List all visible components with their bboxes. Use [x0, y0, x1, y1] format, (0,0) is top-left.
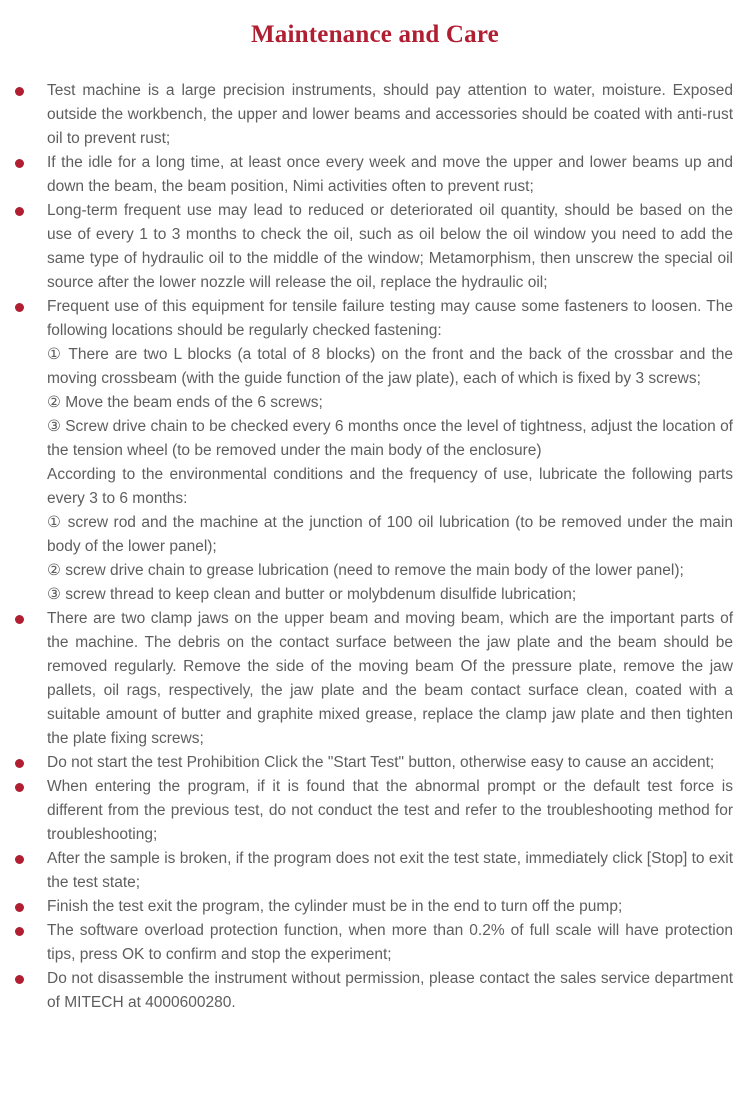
bullet-cell — [15, 967, 47, 984]
list-item-text — [47, 607, 733, 751]
bullet-icon — [15, 783, 24, 792]
list-item — [15, 751, 733, 775]
list-item-text — [47, 967, 733, 1015]
bullet-icon — [15, 927, 24, 936]
bullet-icon — [15, 207, 24, 216]
list-item-text — [47, 295, 733, 607]
bullet-cell — [15, 775, 47, 792]
maintenance-list — [0, 79, 750, 1015]
list-item — [15, 919, 733, 967]
list-item-text — [47, 751, 733, 775]
list-item — [15, 895, 733, 919]
page-title: Maintenance and Care — [251, 21, 499, 48]
paragraph: After the sample is broken, if the program does not exit the test state, immediately click [Stop] to exit the test state; — [47, 850, 733, 891]
list-item — [15, 79, 733, 151]
list-item-text — [47, 919, 733, 967]
paragraph: Test machine is a large precision instruments, should pay attention to water, moisture. Exposed outside the workbench, the upper and lower beams and accessories should be coated with anti-rust oil to prevent rust; — [47, 82, 733, 147]
bullet-cell — [15, 919, 47, 936]
list-item-text — [47, 775, 733, 847]
bullet-icon — [15, 303, 24, 312]
paragraph: The software overload protection function, when more than 0.2% of full scale will have protection tips, press OK to confirm and stop the experiment; — [47, 922, 733, 963]
list-item-text — [47, 151, 733, 199]
paragraph: There are two clamp jaws on the upper beam and moving beam, which are the important parts of the machine. The debris on the contact surface between the jaw plate and the beam should be removed regularly. Remove the side of the moving beam Of the pressure plate, remove the jaw pallets, oil rags, respectively, the jaw plate and the beam contact surface clean, coated with a suitable amount of butter and graphite mixed grease, replace the clamp jaw plate and then tighten the plate fixing screws; — [47, 610, 733, 747]
bullet-icon — [15, 87, 24, 96]
paragraph: Do not start the test Prohibition Click the "Start Test" button, otherwise easy to cause an accident; — [47, 754, 715, 771]
bullet-icon — [15, 759, 24, 768]
paragraph: ② Move the beam ends of the 6 screws; — [47, 394, 323, 411]
bullet-cell — [15, 895, 47, 912]
paragraph: If the idle for a long time, at least once every week and move the upper and lower beams up and down the beam, the beam position, Nimi activities often to prevent rust; — [47, 154, 733, 195]
bullet-icon — [15, 159, 24, 168]
bullet-cell — [15, 79, 47, 96]
bullet-icon — [15, 855, 24, 864]
bullet-cell — [15, 151, 47, 168]
paragraph: ② screw drive chain to grease lubrication (need to remove the main body of the lower panel); — [47, 562, 684, 579]
paragraph: Do not disassemble the instrument without permission, please contact the sales service department of MITECH at 4000600280. — [47, 970, 733, 1011]
list-item — [15, 967, 733, 1015]
bullet-icon — [15, 615, 24, 624]
list-item-text — [47, 847, 733, 895]
bullet-cell — [15, 847, 47, 864]
paragraph: When entering the program, if it is found that the abnormal prompt or the default test force is different from the previous test, do not conduct the test and refer to the troubleshooting method for troubleshooting; — [47, 778, 733, 843]
list-item — [15, 151, 733, 199]
list-item — [15, 847, 733, 895]
list-item — [15, 199, 733, 295]
bullet-icon — [15, 975, 24, 984]
bullet-cell — [15, 607, 47, 624]
list-item-text — [47, 199, 733, 295]
paragraph: Long-term frequent use may lead to reduced or deteriorated oil quantity, should be based on the use of every 1 to 3 months to check the oil, such as oil below the oil window you need to add the same type of hydraulic oil to the middle of the window; Metamorphism, then unscrew the special oil source after the lower nozzle will release the oil, replace the hydraulic oil; — [47, 202, 733, 291]
paragraph: ③ screw thread to keep clean and butter or molybdenum disulfide lubrication; — [47, 586, 577, 603]
paragraph: Frequent use of this equipment for tensile failure testing may cause some fasteners to loosen. The following locations should be regularly checked fastening: — [47, 298, 733, 339]
list-item — [15, 295, 733, 607]
bullet-cell — [15, 199, 47, 216]
list-item — [15, 607, 733, 751]
paragraph: Finish the test exit the program, the cylinder must be in the end to turn off the pump; — [47, 898, 623, 915]
paragraph: ③ Screw drive chain to be checked every 6 months once the level of tightness, adjust the location of the tension wheel (to be removed under the main body of the enclosure) — [47, 418, 733, 459]
list-item-text — [47, 79, 733, 151]
bullet-icon — [15, 903, 24, 912]
list-item-text — [47, 895, 733, 919]
paragraph: ① screw rod and the machine at the junction of 100 oil lubrication (to be removed under the main body of the lower panel); — [47, 514, 733, 555]
bullet-cell — [15, 751, 47, 768]
bullet-cell — [15, 295, 47, 312]
paragraph: ① There are two L blocks (a total of 8 blocks) on the front and the back of the crossbar and the moving crossbeam (with the guide function of the jaw plate), each of which is fixed by 3 screws; — [47, 346, 733, 387]
paragraph: According to the environmental conditions and the frequency of use, lubricate the following parts every 3 to 6 months: — [47, 466, 733, 507]
list-item — [15, 775, 733, 847]
